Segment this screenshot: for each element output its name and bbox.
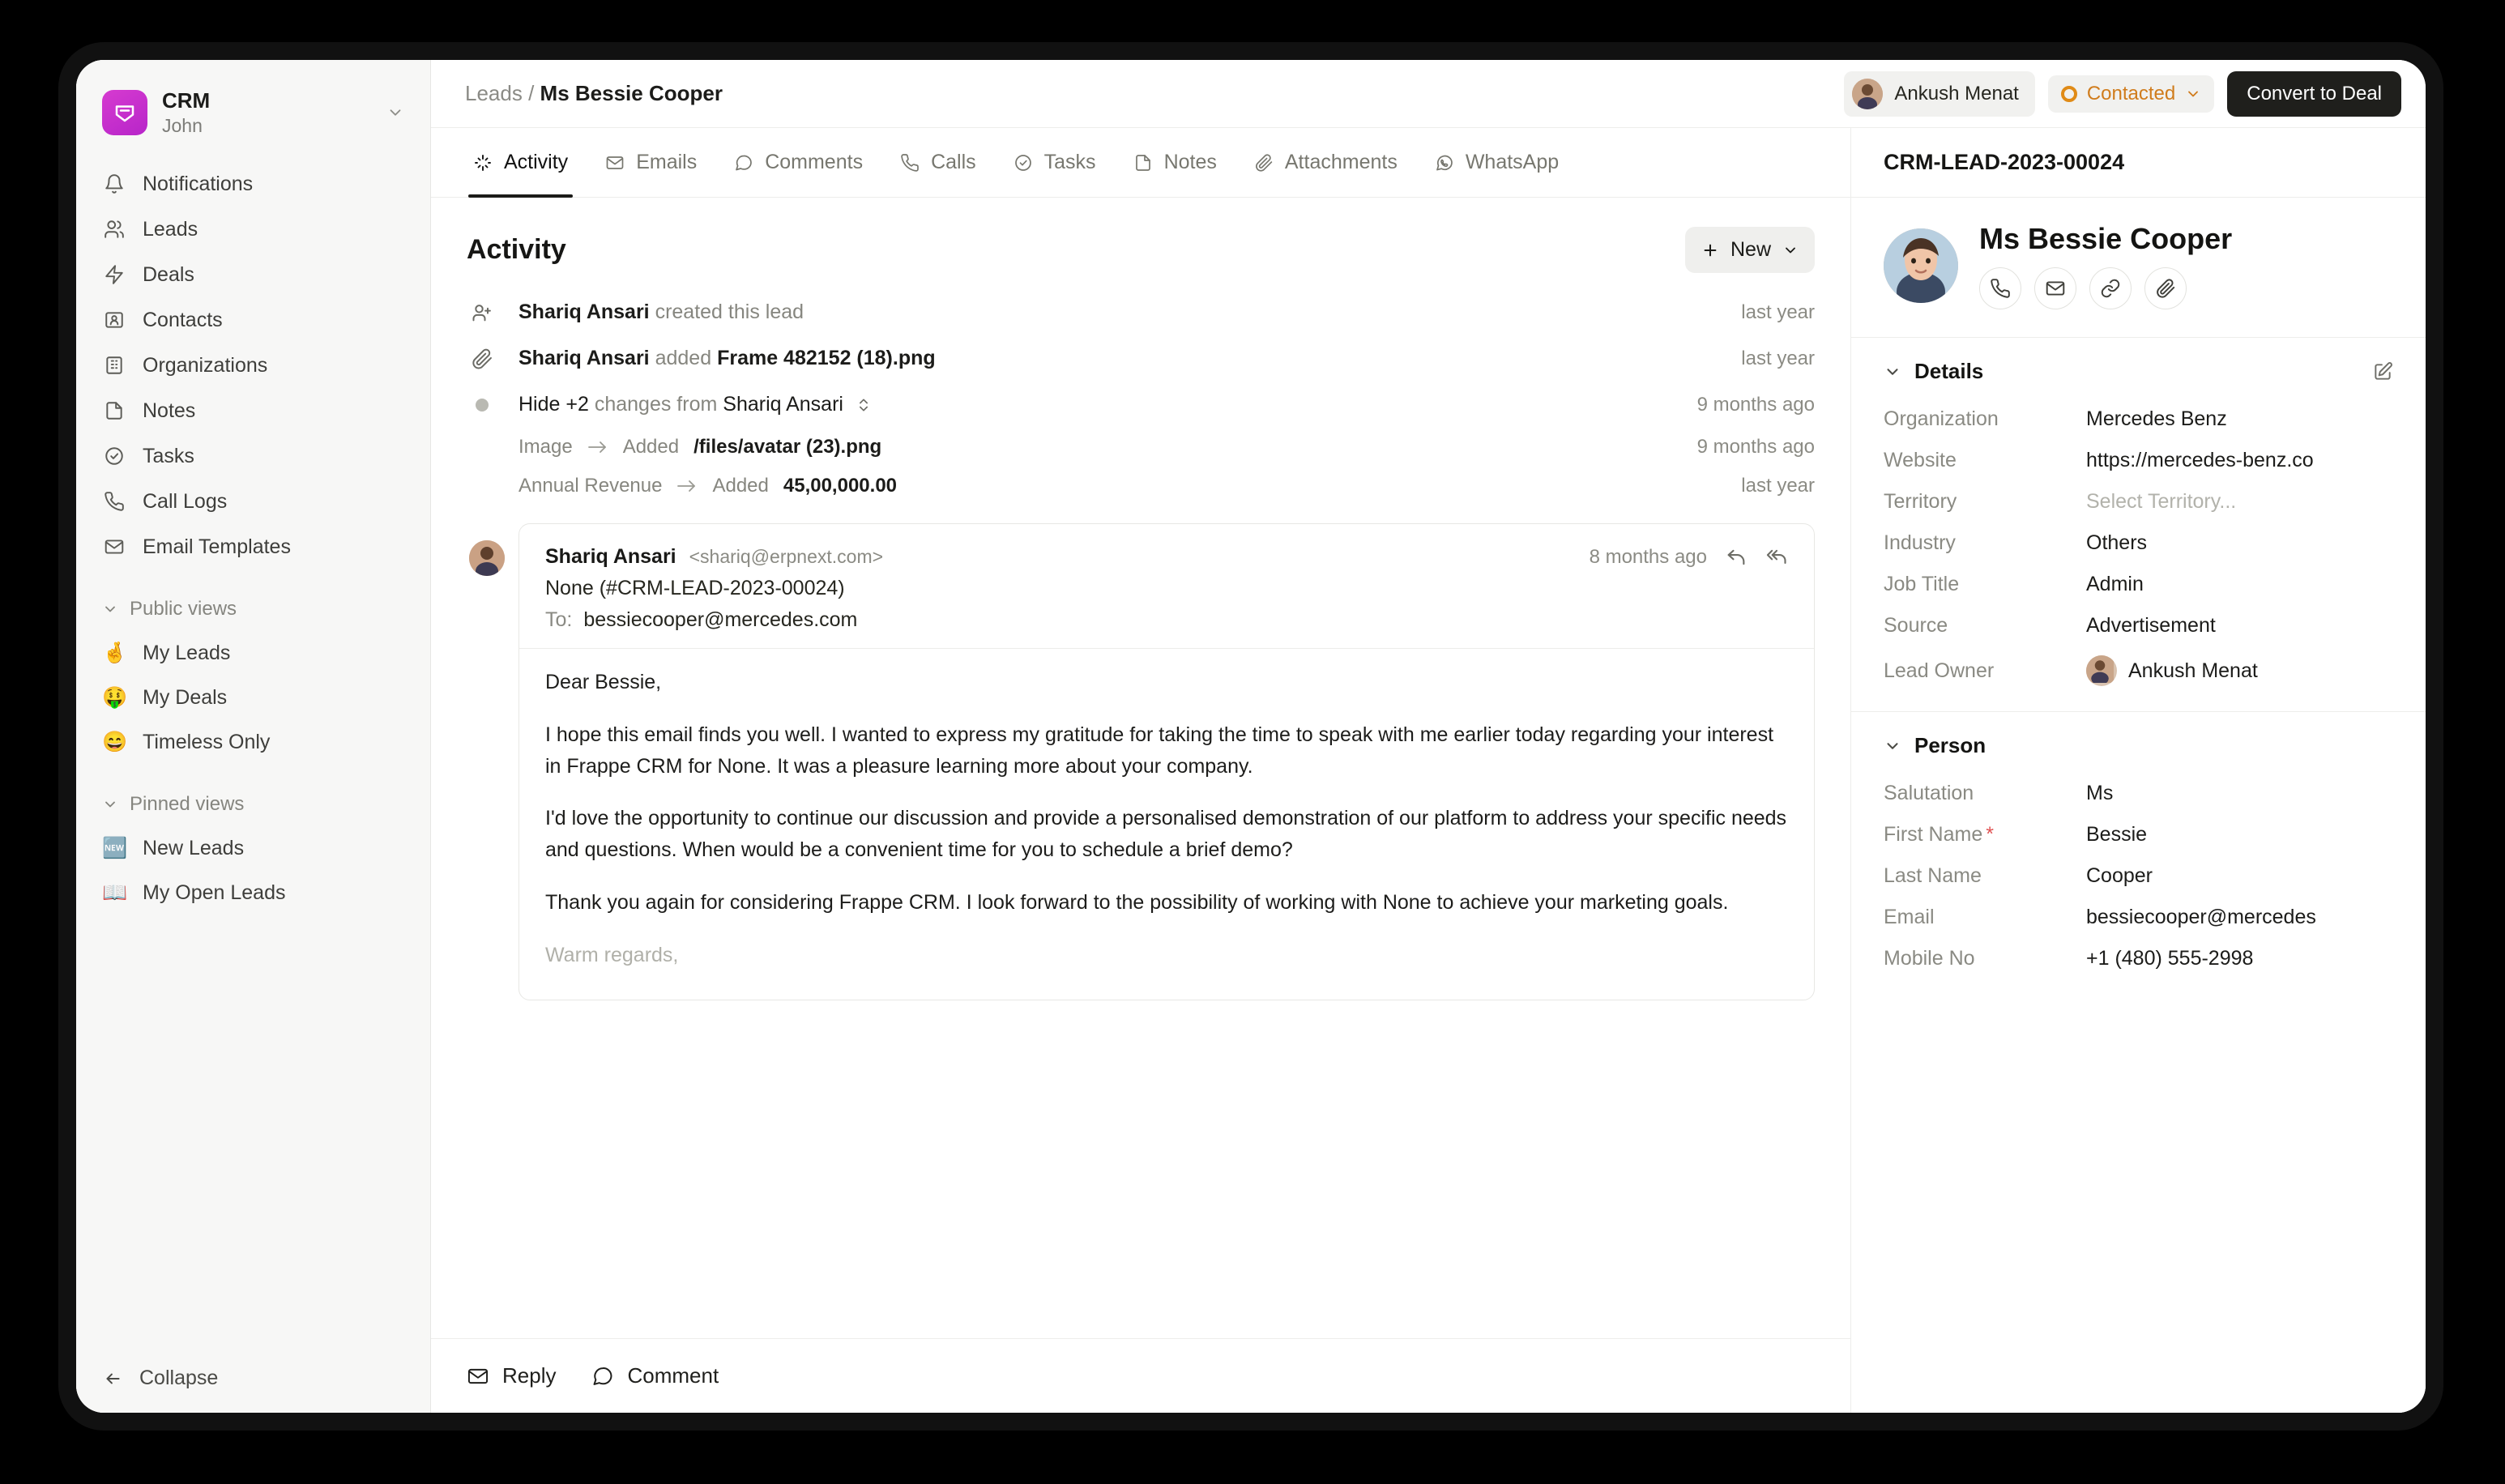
field-value: +1 (480) 555-2998 [2086,947,2254,970]
assignee-chip[interactable] [1844,71,2034,117]
crm-app [76,60,2426,1413]
sidebar-item-label: My Deals [143,686,228,710]
plus-icon [1701,241,1719,259]
tab-attachments[interactable] [1240,128,1412,197]
tab-label: Activity [504,151,569,173]
field-row-first-name[interactable] [1884,814,2393,855]
email-icon [605,153,625,173]
chevron-down-icon [386,104,404,122]
sidebar-item-contacts[interactable] [91,297,416,343]
book-emoji-icon: 📖 [102,881,128,905]
reply-all-icon[interactable] [1765,546,1788,569]
field-label: First Name * [1884,823,1994,846]
avatar [2086,655,2117,686]
center-column [431,128,1850,1413]
field-row-source[interactable] [1884,605,2393,646]
sidebar-item-label: Timeless Only [143,731,271,754]
sidebar-item-label: Notifications [143,172,254,195]
sidebar-section-public-views[interactable] [76,587,430,631]
chevron-down-icon [1884,363,1901,381]
sidebar-item-label: Deals [143,262,194,286]
sidebar-item-timeless-only[interactable] [91,720,416,765]
field-row-last-name[interactable] [1884,855,2393,897]
tab-bar [431,128,1850,198]
reply-icon[interactable] [1725,546,1748,569]
field-label: Territory [1884,490,1957,513]
email-paragraph: Dear Bessie, [545,671,662,693]
sidebar-item-notifications[interactable] [91,161,416,207]
users-icon [102,217,126,241]
sidebar-item-notes[interactable] [91,388,416,433]
sidebar-item-call-logs[interactable] [91,479,416,524]
contact-icon [102,308,126,332]
activity-header [431,198,1850,284]
updown-chevron-icon [856,396,872,414]
record-id: CRM-LEAD-2023-00024 [1851,128,2426,198]
details-panel [1850,128,2426,1413]
breadcrumb-separator: / [528,81,535,105]
new-activity-button[interactable] [1685,227,1815,273]
field-row-territory[interactable] [1884,481,2393,522]
section-label: Public views [130,598,237,620]
field-label: Source [1884,614,1948,637]
note-icon [102,399,126,423]
field-row-email[interactable] [1884,897,2393,938]
email-recipient: bessiecooper@mercedes.com [583,608,858,631]
tab-label: Calls [931,151,976,173]
activity-time: 9 months ago [1696,436,1815,458]
tab-label: Emails [636,151,698,173]
email-recipient-row [545,608,1788,632]
sidebar-item-label: Email Templates [143,535,291,558]
email-sender: Shariq Ansari [545,545,676,568]
change-field: Annual Revenue [518,475,663,497]
activity-actor: Shariq Ansari [518,347,650,369]
activity-action: added [655,347,712,369]
person-header [1851,198,2426,338]
email-paragraph: I'd love the opportunity to continue our discussion and provide a personalised demonstration of our platform to address your specific needs and questions. When would be a convenient time for you to schedule a brief demo? [545,807,1787,861]
tab-label: Attachments [1284,151,1398,173]
required-marker: * [1986,823,1994,846]
field-label: Email [1884,906,1935,928]
breadcrumb-root[interactable]: Leads [465,81,523,105]
group-toggle-prefix: Hide [518,393,561,416]
collapse-label: Collapse [139,1367,219,1389]
hand-emoji-icon: 🤞 [102,642,128,665]
avatar [1852,79,1883,109]
email-sender-address: <shariq@erpnext.com> [689,546,884,567]
field-row-organization[interactable] [1884,399,2393,440]
status-dot-icon [2061,86,2077,102]
arrow-right-icon [587,440,608,454]
chevron-down-icon [102,796,118,812]
sidebar-item-email-templates[interactable] [91,524,416,569]
sidebar-item-my-leads[interactable] [91,631,416,676]
public-views-list [76,631,430,765]
section-label: Pinned views [130,793,245,816]
activity-time: last year [1741,347,1815,369]
field-value: Bessie [2086,823,2148,846]
field-label: Last Name [1884,864,1982,887]
bolt-icon [102,262,126,287]
tab-activity[interactable] [459,128,583,197]
sidebar-section-pinned-views[interactable] [76,783,430,826]
tab-whatsapp[interactable] [1420,128,1573,197]
details-section [1851,338,2426,712]
reply-label: Reply [502,1363,557,1388]
field-value: Ms [2086,782,2114,804]
change-value: /files/avatar (23).png [693,436,882,458]
reply-button[interactable] [467,1363,556,1388]
mail-icon [102,535,126,559]
sidebar-item-label: Notes [143,399,196,422]
phone-icon[interactable] [1979,267,2021,309]
change-action: Added [712,475,769,497]
tab-label: Notes [1163,151,1217,173]
mail-icon [467,1365,489,1388]
sidebar-nav [76,161,430,569]
person-section-header[interactable] [1884,733,2393,758]
chevron-down-icon [1782,242,1799,258]
content-split [431,128,2426,1413]
field-row-salutation[interactable] [1884,773,2393,814]
group-toggle-middle: changes from [594,393,718,416]
tab-tasks[interactable] [999,128,1111,197]
workspace-switcher[interactable] [91,78,416,147]
field-value: Others [2086,531,2148,554]
field-label: Job Title [1884,573,1960,595]
field-label: Mobile No [1884,947,1975,970]
page-title: Activity [467,234,566,265]
tab-emails[interactable] [591,128,711,197]
attachment-icon [1254,153,1274,173]
avatar [469,540,505,576]
activity-time: 9 months ago [1696,393,1815,416]
comment-icon [591,1365,614,1388]
brand-subtitle: John [162,114,203,136]
field-value: Mercedes Benz [2086,407,2227,430]
field-value: Admin [2086,573,2144,595]
pinned-views-list [76,826,430,915]
sidebar-item-tasks[interactable] [91,433,416,479]
field-value: https://mercedes-benz.co [2086,449,2314,471]
field-row-mobile-no[interactable] [1884,938,2393,979]
smile-emoji-icon: 😄 [102,731,128,754]
divider [519,648,1814,649]
sidebar-item-organizations[interactable] [91,343,416,388]
group-toggle-actor: Shariq Ansari [723,393,843,416]
activity-object: Frame 482152 (18).png [717,347,936,369]
activity-action: created this lead [655,301,804,323]
sidebar-item-label: Contacts [143,308,223,331]
activity-change-row [467,428,1815,467]
check-circle-icon [102,444,126,468]
field-label: Organization [1884,407,1999,430]
field-value: Cooper [2086,864,2153,887]
phone-icon [102,489,126,514]
chevron-down-icon [2185,86,2201,102]
activity-feed [431,284,1850,1338]
email-to-label: To: [545,608,573,631]
breadcrumb-current: Ms Bessie Cooper [540,81,723,105]
email-activity-card [518,523,1815,1000]
new-activity-label: New [1730,238,1771,261]
sidebar-item-new-leads[interactable] [91,826,416,871]
convert-to-deal-button[interactable]: Convert to Deal [2227,71,2401,117]
tab-label: Tasks [1043,151,1096,173]
sidebar [76,60,431,1413]
avatar [1884,228,1958,303]
email-paragraph: Thank you again for considering Frappe CRM. I look forward to the possibility of working with None to achieve your marketing goals. [545,890,1729,914]
tab-notes[interactable] [1119,128,1231,197]
activity-time: last year [1741,475,1815,497]
email-body [545,667,1788,970]
note-icon [1133,153,1153,173]
activity-time: last year [1741,301,1815,323]
field-label: Lead Owner [1884,659,1995,682]
section-title: Details [1914,359,1984,383]
field-value: Ankush Menat [2128,659,2258,682]
person-section [1851,712,2426,996]
collapse-icon [102,1368,123,1389]
sidebar-item-deals[interactable] [91,252,416,297]
group-toggle-count: +2 [565,393,589,416]
activity-actor: Shariq Ansari [518,301,650,323]
quick-actions [1979,267,2232,309]
activity-icon [473,153,493,173]
assignee-name: Ankush Menat [1894,82,2019,104]
bell-icon [102,172,126,196]
email-subject: None (#CRM-LEAD-2023-00024) [545,577,845,599]
email-time: 8 months ago [1589,546,1707,568]
field-row-industry[interactable] [1884,522,2393,564]
field-value: Select Territory... [2086,490,2237,513]
field-label: Industry [1884,531,1956,554]
money-face-emoji-icon: 🤑 [102,686,128,710]
tab-comments[interactable] [719,128,877,197]
change-field: Image [518,436,573,458]
comment-label: Comment [627,1363,719,1388]
activity-item [467,335,1815,382]
field-label: Salutation [1884,782,1974,804]
sidebar-item-label: Organizations [143,353,268,377]
person-name: Ms Bessie Cooper [1979,222,2233,255]
section-title: Person [1914,733,1987,757]
chevron-down-icon [102,601,118,617]
email-header [545,545,1788,569]
device-frame [76,60,2426,1413]
tab-label: Comments [765,151,864,173]
sidebar-item-my-deals[interactable] [91,676,416,720]
phone-icon [900,153,920,173]
sidebar-item-label: Tasks [143,444,194,467]
email-paragraph: I hope this email finds you well. I wanted to express my gratitude for taking the time to speak with me earlier today regarding your interest in Frappe CRM for None. It was a pleasure learning more about your company. [545,723,1774,778]
main-area [431,60,2426,1413]
field-row-website[interactable] [1884,440,2393,481]
arrow-right-icon [676,479,698,493]
sidebar-item-label: Call Logs [143,489,228,513]
attachment-icon[interactable] [2144,267,2187,309]
sidebar-item-label: My Leads [143,642,231,665]
comment-icon [734,153,753,173]
attachment-icon [467,348,497,370]
whatsapp-icon [1435,153,1454,173]
field-row-job-title[interactable] [1884,564,2393,605]
brand-title: CRM [162,88,211,113]
tab-label: WhatsApp [1465,151,1560,173]
field-row-lead-owner[interactable] [1884,646,2393,695]
mail-icon[interactable] [2034,267,2076,309]
change-value: 45,00,000.00 [783,475,898,497]
link-icon[interactable] [2089,267,2132,309]
top-bar [431,60,2426,128]
sidebar-item-label: Leads [143,217,198,241]
field-label: Website [1884,449,1957,471]
edit-icon[interactable] [2372,361,2393,382]
activity-group-toggle[interactable] [467,382,1815,428]
crm-logo-icon [102,90,147,135]
activity-item [467,289,1815,335]
field-value: Advertisement [2086,614,2216,637]
status-label: Contacted [2086,82,2176,104]
sidebar-item-label: New Leads [143,837,245,860]
user-plus-icon [467,301,497,324]
new-emoji-icon: 🆕 [102,837,128,860]
field-value: bessiecooper@mercedes [2086,906,2316,928]
email-closing: Warm regards, [545,943,679,966]
task-icon [1014,153,1033,173]
building-icon [102,353,126,377]
activity-panel [431,198,1850,1413]
comment-button[interactable] [591,1363,719,1388]
chevron-down-icon [1884,737,1901,755]
tab-calls[interactable] [885,128,991,197]
collapse-sidebar-button[interactable] [76,1350,430,1413]
change-action: Added [622,436,680,458]
breadcrumb [465,81,723,106]
sidebar-item-my-open-leads[interactable] [91,871,416,915]
sidebar-item-leads[interactable] [91,207,416,252]
activity-change-row [467,467,1815,505]
sidebar-item-label: My Open Leads [143,881,286,905]
activity-composer [431,1338,1850,1413]
timeline-dot-icon [467,399,497,412]
details-section-header[interactable] [1884,359,2393,384]
status-badge[interactable] [2048,75,2214,113]
